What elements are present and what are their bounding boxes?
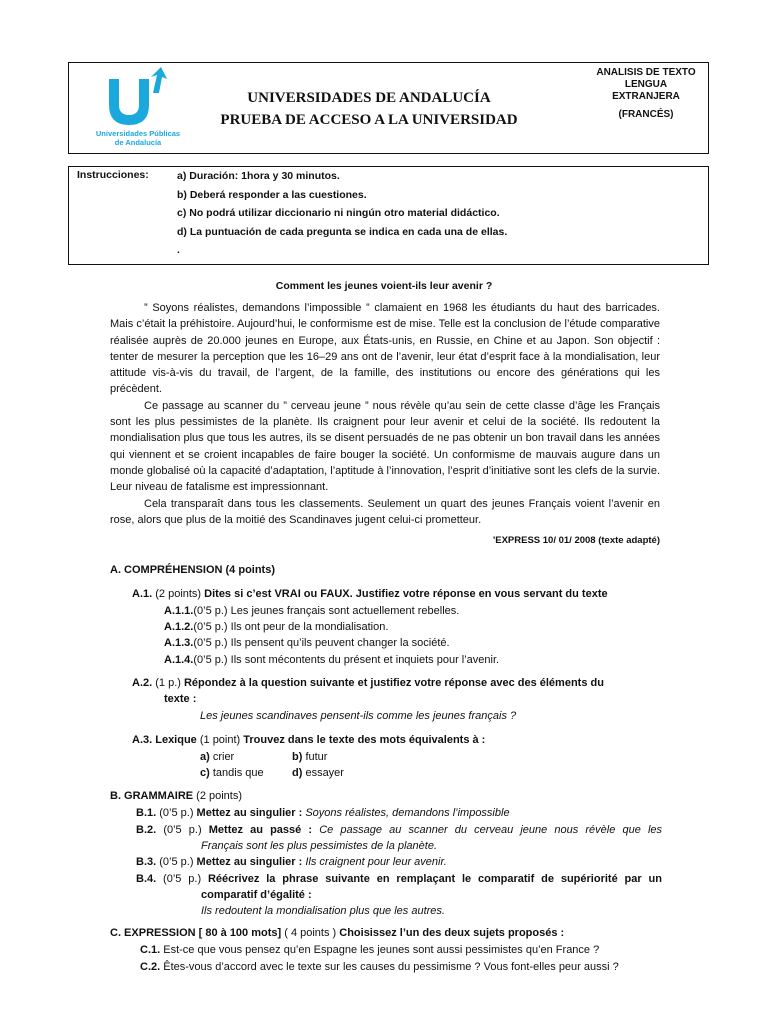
logo-caption-line2: de Andalucía <box>114 138 162 147</box>
item-number: A.1.3. <box>164 637 194 649</box>
question-number: A.1. <box>132 588 153 600</box>
instruction-item: a) Duración: 1hora y 30 minutos. <box>177 170 340 182</box>
article-paragraph: ” Soyons réalistes, demandons l’impossible ” clamaient en 1968 les étudiants du haut des barricades. Mais c’était la préhistoire. Aujourd’hui, le conformisme est de mise. Telle est la conclusion de l’étude comparative réalisée auprès de 20.000 jeunes en Europe, aux États-unis, en Russie, en Chine et au Japon. Son objectif : tenter de mesurer la perception que les 16–29 ans ont de l’avenir, leur état d’esprit face à la mondialisation, leur attitude vis-à-vis du travail, de l’argent, de la famille, des institutions ou encore des générations qui les précèdent. <box>110 302 660 396</box>
question-b1 <box>136 805 510 821</box>
item-number: A.1.4. <box>164 654 194 666</box>
item-text: Les jeunes français sont actuellement rebelles. <box>230 605 460 617</box>
lexique-word <box>292 765 344 781</box>
topic-c2 <box>140 959 619 975</box>
question-points: (0’5 p.) <box>156 856 197 868</box>
question-number: B.2. <box>136 824 157 836</box>
topic-text: Êtes-vous d’accord avec le texte sur les causes du pessimisme ? Vous font-elles peur aussi ? <box>160 961 619 973</box>
item-text: Ils pensent qu’ils peuvent changer la société. <box>230 637 450 649</box>
question-number: B.4. <box>136 873 157 885</box>
logo-caption-line1: Universidades Públicas <box>95 129 181 138</box>
question-instruction: Mettez au singulier : <box>196 807 306 819</box>
list-item <box>164 652 499 668</box>
item-points: (0’5 p.) <box>193 605 231 617</box>
item-text: Ils ont peur de la mondialisation. <box>230 621 389 633</box>
topic-text: Est-ce que vous pensez qu’en Espagne les jeunes sont aussi pessimistes qu’en France ? <box>160 944 600 956</box>
article-source: 'EXPRESS 10/ 01/ 2008 (texte adapté) <box>492 535 660 546</box>
word-text: futur <box>302 751 328 763</box>
question-sentence: Soyons réalistes, demandons l’impossible <box>305 807 510 819</box>
instructions-list <box>177 167 507 260</box>
article-title: Comment les jeunes voient-ils leur avenir ? <box>275 280 493 292</box>
subject-line: EXTRANJERA <box>612 91 680 102</box>
lexique-word <box>200 765 264 781</box>
section-a-heading: A. COMPRÉHENSION (4 points) <box>110 564 276 576</box>
topic-c1 <box>140 942 599 958</box>
exam-name: PRUEBA DE ACCESO A LA UNIVERSIDAD <box>220 112 518 128</box>
question-points: (1 p.) <box>152 677 184 689</box>
question-text: Dites si c’est VRAI ou FAUX. Justifiez votre réponse en vous servant du texte <box>204 588 608 600</box>
section-points: ( 4 points ) <box>281 927 340 939</box>
question-text: Répondez à la question suivante et justifiez votre réponse avec des éléments du <box>183 677 604 689</box>
item-text: Ils sont mécontents du présent et inquiets pour l’avenir. <box>230 654 500 666</box>
question-b4 <box>136 871 662 887</box>
university-name: UNIVERSIDADES DE ANDALUCÍA <box>247 90 491 106</box>
subject-line: LENGUA <box>624 79 668 90</box>
article-paragraph: Ce passage au scanner du ” cerveau jeune ” nous révèle qu’au sein de cette classe d’âge les Français sont les plus pessimistes de la planète. Ils craignent pour leur avenir et celui de la société. Ils redoutent la mondialisation plus que tous les autres, ils se disent persuadés de ne pas obtenir un bon travail dans les années qui viennent et se croient incapables de faire bouger la société. Un conformisme de mauvais augure dans un monde globalisé où la capacité d’adaptation, l’aptitude à l’innovation, l’esprit d’initiative sont les clefs de la survie. Leur niveau de fatalisme est impressionnant. <box>110 399 660 494</box>
question-points: (0’5 p.) <box>156 807 197 819</box>
header-box <box>68 62 709 154</box>
section-instruction: Choisissez l’un des deux sujets proposés : <box>339 927 565 939</box>
question-sentence: Ce passage au scanner du cerveau jeune nous révèle que les <box>319 824 663 836</box>
item-points: (0’5 p.) <box>193 621 231 633</box>
question-a2 <box>132 675 662 691</box>
article-body <box>110 300 660 528</box>
question-b2 <box>136 822 662 838</box>
lexique-word <box>292 749 327 765</box>
question-text: Trouvez dans le texte des mots équivalents à : <box>243 734 486 746</box>
u-logo-icon <box>83 65 193 129</box>
section-b-heading <box>110 788 242 804</box>
question-sentence: Ils craignent pour leur avenir. <box>305 856 447 868</box>
item-points: (0’5 p.) <box>193 654 231 666</box>
section-points: (2 points) <box>193 790 243 802</box>
question-points: (0’5 p.) <box>156 873 208 885</box>
list-item <box>164 635 450 651</box>
question-points: (2 points) <box>152 588 205 600</box>
instructions-box <box>68 166 709 265</box>
item-points: (0’5 p.) <box>193 637 231 649</box>
question-text-cont: texte : <box>164 693 197 705</box>
word-letter: a) <box>200 751 210 763</box>
item-number: A.1.2. <box>164 621 194 633</box>
subject-line: ANALISIS DE TEXTO <box>596 67 696 78</box>
question-sentence: Ils redoutent la mondialisation plus que les autres. <box>201 905 445 917</box>
instruction-item: b) Deberá responder a las cuestiones. <box>177 188 367 201</box>
question-b3 <box>136 854 447 870</box>
question-number: A.2. <box>132 677 153 689</box>
list-item <box>164 619 388 635</box>
question-number: B.3. <box>136 856 157 868</box>
section-title: B. GRAMMAIRE <box>110 790 194 802</box>
article-paragraph: Cela transparaît dans tous les classements. Seulement un quart des jeunes Français voient l’avenir en rose, alors que plus de la moitié des Scandinaves jugent celui-ci prometteur. <box>110 497 660 526</box>
question-instruction: Mettez au passé : <box>208 824 320 836</box>
question-number: B.1. <box>136 807 157 819</box>
subject-block <box>591 67 701 121</box>
topic-number: C.1. <box>140 944 161 956</box>
question-points: (0’5 p.) <box>156 824 209 836</box>
item-number: A.1.1. <box>164 605 194 617</box>
university-logo <box>83 65 193 151</box>
question-instruction-cont: comparatif d’égalité : <box>201 889 312 901</box>
question-points: (1 point) <box>196 734 244 746</box>
instruction-item: c) No podrá utilizar diccionario ni ningún otro material didáctico. <box>177 207 500 219</box>
question-a1 <box>132 586 608 602</box>
instruction-item: d) La puntuación de cada pregunta se indica en cada una de ellas. <box>177 225 508 238</box>
instruction-item: . <box>177 244 180 256</box>
question-instruction: Mettez au singulier : <box>196 856 306 868</box>
word-letter: b) <box>292 751 303 763</box>
subject-line: (FRANCÉS) <box>618 109 674 120</box>
topic-number: C.2. <box>140 961 161 973</box>
section-title: C. EXPRESSION [ 80 à 100 mots] <box>110 927 282 939</box>
question-instruction: Réécrivez la phrase suivante en remplaçant le comparatif de supériorité par un <box>207 873 662 885</box>
lexique-word <box>200 749 234 765</box>
word-text: tandis que <box>209 767 264 779</box>
question-number: A.3. Lexique <box>132 734 197 746</box>
question-sentence-cont: Français sont les plus pessimistes de la planète. <box>201 840 438 852</box>
word-letter: c) <box>200 767 210 779</box>
word-text: essayer <box>302 767 344 779</box>
question-a3 <box>132 732 485 748</box>
word-letter: d) <box>292 767 303 779</box>
word-text: crier <box>209 751 235 763</box>
list-item <box>164 603 459 619</box>
question-prompt: Les jeunes scandinaves pensent-ils comme les jeunes français ? <box>200 710 517 722</box>
instructions-label: Instrucciones: <box>77 169 149 181</box>
section-c-heading <box>110 925 564 941</box>
